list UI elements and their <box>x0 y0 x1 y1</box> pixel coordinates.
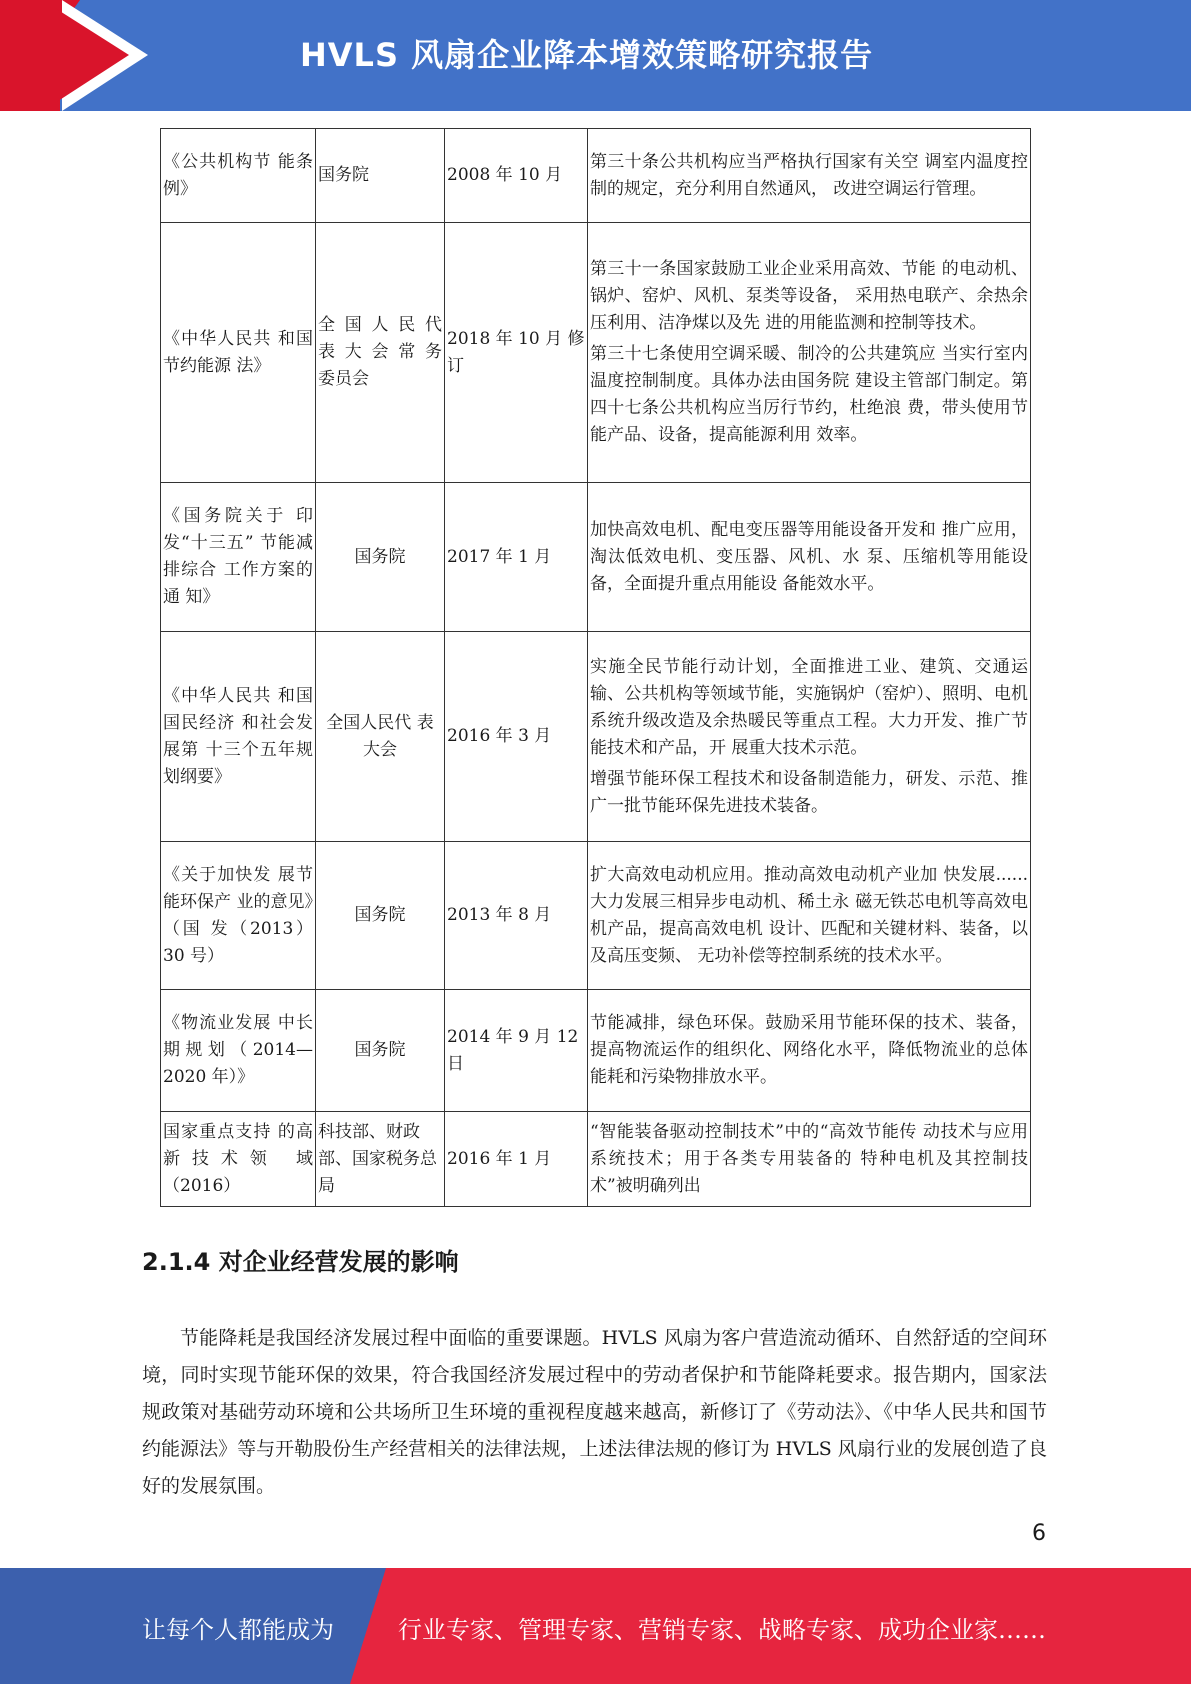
issuer-cell: 国务院 <box>316 990 445 1112</box>
content-cell <box>588 842 1031 990</box>
date-cell: 2013 年 8 月 <box>445 842 588 990</box>
report-title: HVLS 风扇企业降本增效策略研究报告 <box>300 36 874 74</box>
regulation-name-cell: 《物流业发展 中长期规划（2014—2020 年）》 <box>161 990 316 1112</box>
section-heading: 2.1.4 对企业经营发展的影响 <box>142 1248 459 1276</box>
content-cell <box>588 990 1031 1112</box>
date-cell: 2018 年 10 月 修订 <box>445 223 588 483</box>
policy-table <box>160 128 1031 1207</box>
date-cell: 2016 年 3 月 <box>445 632 588 842</box>
issuer-cell: 国务院 <box>316 842 445 990</box>
regulation-name-cell: 《公共机构节 能条例》 <box>161 129 316 223</box>
regulation-name-cell: 《中华人民共 和国国民经济 和社会发展第 十三个五年规 划纲要》 <box>161 632 316 842</box>
page-footer <box>0 1568 1191 1684</box>
content-paragraph: 节能减排，绿色环保。鼓励采用节能环保的技术、装备，提高物流运作的组织化、网络化水平，降低物流业的总体能耗和污染物排放水平。 <box>590 1013 1028 1087</box>
table-row <box>161 842 1031 990</box>
content-paragraph: 第三十七条使用空调采暖、制冷的公共建筑应 当实行室内温度控制制度。具体办法由国务院 建设主管部门制定。第四十七条公共机构应当厉行节约，杜绝浪 费，带头使用节能产品、设备，提高能源利用 效率。 <box>590 344 1028 445</box>
footer-slogan-left: 让每个人都能成为 <box>142 1616 334 1644</box>
table-row <box>161 1112 1031 1207</box>
table-row <box>161 483 1031 632</box>
content-cell <box>588 129 1031 223</box>
regulation-name-cell: 《关于加快发 展节能环保产 业的意见》（国 发（2013） 30 号） <box>161 842 316 990</box>
section-body-paragraph: 节能降耗是我国经济发展过程中面临的重要课题。HVLS 风扇为客户营造流动循环、自然舒适的空间环境，同时实现节能环保的效果，符合我国经济发展过程中的劳动者保护和节能降耗要求。报告期内，国家法规政策对基础劳动环境和公共场所卫生环境的重视程度越来越高，新修订了《劳动法》、《中华人民共和国节约能源法》等与开勒股份生产经营相关的法律法规，上述法律法规的修订为 HVLS 风扇行业的发展创造了良好的发展氛围。 <box>142 1327 1047 1497</box>
regulation-name-cell: 《中华人民共 和国节约能源 法》 <box>161 223 316 483</box>
issuer-cell: 国务院 <box>316 129 445 223</box>
content-cell <box>588 223 1031 483</box>
table-row <box>161 632 1031 842</box>
page-header <box>0 0 1191 111</box>
table-row <box>161 129 1031 223</box>
content-cell <box>588 483 1031 632</box>
content-paragraph: 实施全民节能行动计划，全面推进工业、建筑、交通运输、公共机构等领域节能，实施锅炉（窑炉）、照明、电机系统升级改造及余热暖民等重点工程。大力开发、推广节能技术和产品，开 展重大技术示范。 <box>590 656 1028 758</box>
regulation-name-cell: 国家重点支持 的高新技术领 域（2016） <box>161 1112 316 1207</box>
issuer-cell: 国务院 <box>316 483 445 632</box>
date-cell: 2017 年 1 月 <box>445 483 588 632</box>
chevron-inner-shape <box>55 8 129 103</box>
issuer-cell: 全 国 人 民 代 表 大 会 常 务 委员会 <box>316 223 445 483</box>
table-row <box>161 223 1031 483</box>
content-cell <box>588 1112 1031 1207</box>
table-row <box>161 990 1031 1112</box>
date-cell: 2016 年 1 月 <box>445 1112 588 1207</box>
content-paragraph: “智能装备驱动控制技术”中的“高效节能传 动技术与应用系统技术；用于各类专用装备的 特种电机及其控制技术”被明确列出 <box>590 1121 1028 1196</box>
content-paragraph: 第三十一条国家鼓励工业企业采用高效、节能 的电动机、锅炉、窑炉、风机、泵类等设备， 采用热电联产、余热余压利用、洁净煤以及先 进的用能监测和控制等技术。 <box>590 259 1028 333</box>
content-cell <box>588 632 1031 842</box>
content-paragraph: 加快高效电机、配电变压器等用能设备开发和 推广应用，淘汰低效电机、变压器、风机、水 泵、压缩机等用能设备，全面提升重点用能设 备能效水平。 <box>590 519 1028 594</box>
content-paragraph: 扩大高效电动机应用。推动高效电动机产业加 快发展......大力发展三相异步电动机、稀土永 磁无铁芯电机等高效电机产品，提高高效电机 设计、匹配和关键材料、装备，以及高压变频、 无功补偿等控制系统的技术水平。 <box>590 864 1028 966</box>
footer-blue-slant <box>350 1568 386 1684</box>
page-number: 6 <box>1032 1521 1046 1546</box>
date-cell: 2008 年 10 月 <box>445 129 588 223</box>
regulation-name-cell: 《国务院关于 印发“十三五” 节能减排综合 工作方案的通 知》 <box>161 483 316 632</box>
content-paragraph: 增强节能环保工程技术和设备制造能力，研发、示范、推广一批节能环保先进技术装备。 <box>590 768 1028 816</box>
date-cell: 2014 年 9 月 12 日 <box>445 990 588 1112</box>
issuer-cell: 全国人民代 表大会 <box>316 632 445 842</box>
issuer-cell: 科技部、财政部、国家税务总局 <box>316 1112 445 1207</box>
footer-slogan-right: 行业专家、管理专家、营销专家、战略专家、成功企业家…… <box>398 1616 1046 1644</box>
content-paragraph: 第三十条公共机构应当严格执行国家有关空 调室内温度控制的规定，充分利用自然通风， 改进空调运行管理。 <box>590 151 1028 199</box>
